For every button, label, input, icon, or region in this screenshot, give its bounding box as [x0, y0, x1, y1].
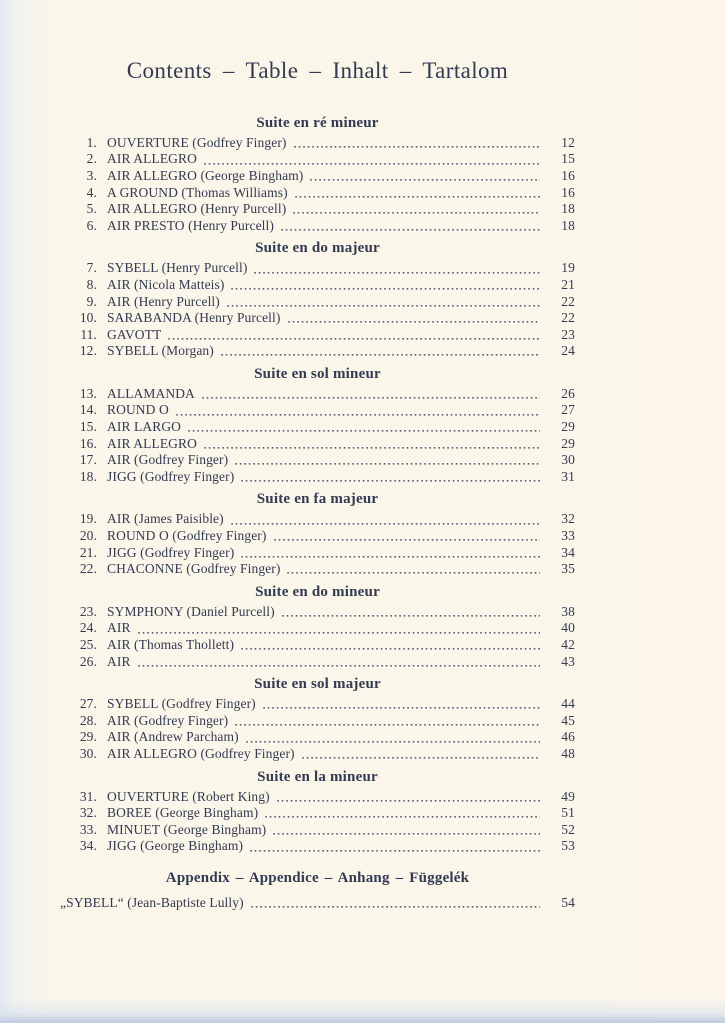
item-page-number: 40: [561, 620, 575, 636]
item-number: 9.: [86, 293, 97, 309]
toc-row: [60, 696, 575, 713]
item-number: 16.: [79, 435, 97, 451]
page-title: Contents – Table – Inhalt – Tartalom: [126, 58, 509, 83]
toc-row: [60, 436, 575, 453]
toc-row: [60, 294, 575, 311]
dot-leader: [241, 648, 540, 650]
toc-row: [60, 277, 575, 294]
item-title: SYBELL (Godfrey Finger): [107, 696, 256, 712]
appendix-entry-label: „SYBELL“ (Jean-Baptiste Lully): [60, 894, 244, 910]
item-page-number: 52: [561, 821, 575, 837]
item-title: AIR ALLEGRO (Godfrey Finger): [107, 745, 295, 761]
dot-leader: [254, 272, 540, 274]
toc-row: [60, 218, 575, 235]
toc-section: [60, 240, 575, 360]
section-rows: [60, 789, 575, 855]
item-title: ROUND O (Godfrey Finger): [107, 528, 267, 544]
item-page-number: 16: [561, 167, 575, 183]
dot-leader: [235, 463, 540, 465]
section-heading: Suite en sol majeur: [254, 676, 381, 693]
dot-leader: [282, 615, 540, 617]
toc-row: [60, 151, 575, 168]
item-number: 17.: [79, 452, 97, 468]
item-number: 3.: [86, 167, 97, 183]
item-title: AIR (Thomas Thollett): [107, 637, 235, 652]
item-page-number: 38: [561, 603, 575, 619]
section-heading: Suite en la mineur: [257, 768, 378, 785]
item-title: BOREE (George Bingham): [107, 805, 259, 821]
dot-leader: [204, 447, 540, 449]
item-title: AIR: [107, 620, 131, 636]
item-title: ROUND O: [107, 402, 169, 418]
item-page-number: 51: [561, 805, 575, 821]
toc-row: [60, 637, 575, 654]
item-page-number: 48: [561, 745, 575, 761]
item-number: 13.: [79, 385, 97, 401]
item-title: JIGG (Godfrey Finger): [107, 468, 235, 484]
item-number: 10.: [79, 310, 97, 326]
item-number: 33.: [79, 821, 97, 837]
dot-leader: [295, 196, 540, 198]
dot-leader: [287, 572, 540, 574]
item-page-number: 15: [561, 151, 575, 167]
item-number: 31.: [79, 788, 97, 804]
dot-leader: [250, 850, 540, 852]
section-heading: Suite en fa majeur: [256, 491, 379, 508]
item-title: AIR ALLEGRO (George Bingham): [107, 167, 304, 183]
item-number: 20.: [79, 528, 97, 544]
item-title: AIR (James Paisible): [107, 511, 224, 527]
item-page-number: 26: [561, 385, 575, 401]
item-number: 24.: [79, 620, 97, 636]
item-page-number: 45: [561, 712, 575, 728]
item-number: 11.: [80, 326, 97, 342]
item-number: 29.: [79, 729, 97, 745]
item-title: OUVERTURE (Godfrey Finger): [107, 134, 287, 150]
toc-row: [60, 713, 575, 730]
section-heading: Suite en sol mineur: [254, 365, 381, 382]
item-page-number: 29: [561, 435, 575, 451]
toc-section: [60, 769, 575, 855]
item-page-number: 24: [561, 343, 575, 359]
item-title: JIGG (George Bingham): [107, 838, 244, 854]
item-title: CHACONNE (Godfrey Finger): [107, 561, 281, 577]
item-number: 22.: [79, 561, 97, 577]
item-number: 27.: [79, 696, 97, 712]
item-title: AIR: [107, 653, 131, 669]
dot-leader: [204, 163, 540, 165]
item-page-number: 31: [561, 468, 575, 484]
item-page-number: 18: [561, 217, 575, 233]
item-number: 15.: [79, 419, 97, 435]
appendix-heading: Appendix – Appendice – Anhang – Függelék: [165, 869, 470, 886]
item-number: 18.: [79, 468, 97, 484]
dot-leader: [251, 906, 540, 908]
item-page-number: 16: [561, 184, 575, 200]
item-page-number: 53: [561, 838, 575, 854]
toc-row: [60, 260, 575, 277]
toc-row: [60, 419, 575, 436]
item-page-number: 35: [561, 561, 575, 577]
item-number: 7.: [86, 260, 97, 276]
item-title: AIR ALLEGRO: [107, 435, 197, 451]
item-number: 12.: [79, 343, 97, 359]
item-title: AIR ALLEGRO: [107, 151, 197, 167]
item-page-number: 23: [561, 326, 575, 342]
item-number: 30.: [79, 745, 97, 761]
dot-leader: [310, 179, 540, 181]
toc-row: [60, 452, 575, 469]
toc-row: [60, 746, 575, 763]
toc-row: [60, 185, 575, 202]
item-page-number: 32: [561, 511, 575, 527]
item-title: AIR LARGO: [107, 419, 182, 435]
section-rows: [60, 604, 575, 670]
item-number: 32.: [79, 805, 97, 821]
dot-leader: [281, 229, 540, 231]
item-title: SYMPHONY (Daniel Purcell): [107, 603, 275, 619]
section-rows: [60, 696, 575, 762]
dot-leader: [168, 338, 540, 340]
dot-leader: [246, 741, 540, 743]
item-title: MINUET (George Bingham): [107, 821, 267, 837]
item-number: 34.: [79, 838, 97, 854]
item-page-number: 21: [561, 276, 575, 292]
section-heading: Suite en do majeur: [255, 240, 380, 257]
item-number: 26.: [79, 653, 97, 669]
appendix-row: [60, 895, 575, 912]
dot-leader: [273, 833, 540, 835]
dot-leader: [265, 816, 540, 818]
toc-row: [60, 386, 575, 403]
toc-row: [60, 201, 575, 218]
dot-leader: [231, 523, 540, 525]
item-page-number: 19: [561, 260, 575, 276]
item-number: 4.: [86, 184, 97, 200]
item-page-number: 30: [561, 452, 575, 468]
dot-leader: [138, 632, 540, 634]
dot-leader: [293, 212, 540, 214]
item-number: 14.: [79, 402, 97, 418]
dot-leader: [288, 321, 541, 323]
dot-leader: [221, 354, 540, 356]
section-heading: Suite en do mineur: [255, 583, 380, 600]
dot-leader: [263, 707, 540, 709]
item-number: 19.: [79, 511, 97, 527]
toc-row: [60, 805, 575, 822]
item-page-number: 42: [561, 637, 575, 652]
section-rows: [60, 260, 575, 360]
toc-row: [60, 528, 575, 545]
item-title: AIR (Godfrey Finger): [107, 452, 229, 468]
item-title: SYBELL (Henry Purcell): [107, 260, 248, 276]
item-page-number: 46: [561, 729, 575, 745]
item-title: ALLAMANDA: [107, 385, 195, 401]
item-number: 25.: [79, 637, 97, 652]
toc-row: [60, 604, 575, 621]
dot-leader: [176, 414, 540, 416]
item-page-number: 34: [561, 544, 575, 560]
item-page-number: 29: [561, 419, 575, 435]
item-number: 6.: [86, 217, 97, 233]
toc-section: [60, 676, 575, 762]
dot-leader: [231, 288, 540, 290]
item-number: 5.: [86, 201, 97, 217]
item-page-number: 18: [561, 201, 575, 217]
item-title: OUVERTURE (Robert King): [107, 788, 270, 804]
toc-row: [60, 168, 575, 185]
section-rows: [60, 386, 575, 486]
dot-leader: [274, 539, 541, 541]
toc-row: [60, 822, 575, 839]
dot-leader: [138, 665, 540, 667]
item-title: AIR (Andrew Parcham): [107, 729, 239, 745]
toc-section: [60, 115, 575, 235]
item-page-number: 12: [561, 134, 575, 150]
dot-leader: [241, 480, 540, 482]
item-number: 23.: [79, 603, 97, 619]
item-title: AIR ALLEGRO (Henry Purcell): [107, 201, 287, 217]
toc-sections: [60, 115, 575, 855]
dot-leader: [227, 305, 540, 307]
dot-leader: [202, 397, 540, 399]
item-title: SARABANDA (Henry Purcell): [107, 310, 281, 326]
toc-row: [60, 310, 575, 327]
toc-row: [60, 789, 575, 806]
toc-row: [60, 729, 575, 746]
toc-row: [60, 511, 575, 528]
toc-row: [60, 469, 575, 486]
dot-leader: [235, 724, 540, 726]
section-rows: [60, 511, 575, 577]
dot-leader: [302, 757, 540, 759]
item-page-number: 22: [561, 293, 575, 309]
item-title: JIGG (Godfrey Finger): [107, 544, 235, 560]
toc-row: [60, 327, 575, 344]
toc-section: [60, 366, 575, 486]
toc-row: [60, 838, 575, 855]
item-page-number: 22: [561, 310, 575, 326]
item-title: GAVOTT: [107, 326, 162, 342]
section-rows: [60, 135, 575, 235]
item-page-number: 44: [561, 696, 575, 712]
toc-row: [60, 545, 575, 562]
toc-row: [60, 135, 575, 152]
dot-leader: [188, 430, 540, 432]
item-number: 21.: [79, 544, 97, 560]
toc-row: [60, 402, 575, 419]
dot-leader: [241, 556, 540, 558]
item-page-number: 49: [561, 788, 575, 804]
item-title: A GROUND (Thomas Williams): [107, 184, 288, 200]
item-number: 8.: [86, 276, 97, 292]
dot-leader: [277, 800, 540, 802]
item-page-number: 27: [561, 402, 575, 418]
item-number: 2.: [86, 151, 97, 167]
item-number: 28.: [79, 712, 97, 728]
item-title: AIR (Nicola Matteis): [107, 276, 225, 292]
toc-row: [60, 620, 575, 637]
item-number: 1.: [86, 134, 97, 150]
item-title: AIR (Godfrey Finger): [107, 712, 229, 728]
toc-row: [60, 654, 575, 671]
item-title: AIR (Henry Purcell): [107, 293, 220, 309]
dot-leader: [294, 146, 540, 148]
section-heading: Suite en ré mineur: [256, 114, 379, 131]
item-title: SYBELL (Morgan): [107, 343, 214, 359]
toc-section: [60, 491, 575, 577]
item-page-number: 33: [561, 528, 575, 544]
toc-row: [60, 343, 575, 360]
toc-row: [60, 561, 575, 578]
toc-section: [60, 584, 575, 670]
item-page-number: 43: [561, 653, 575, 669]
appendix-entry-page-number: 54: [561, 894, 575, 910]
item-title: AIR PRESTO (Henry Purcell): [107, 217, 274, 233]
